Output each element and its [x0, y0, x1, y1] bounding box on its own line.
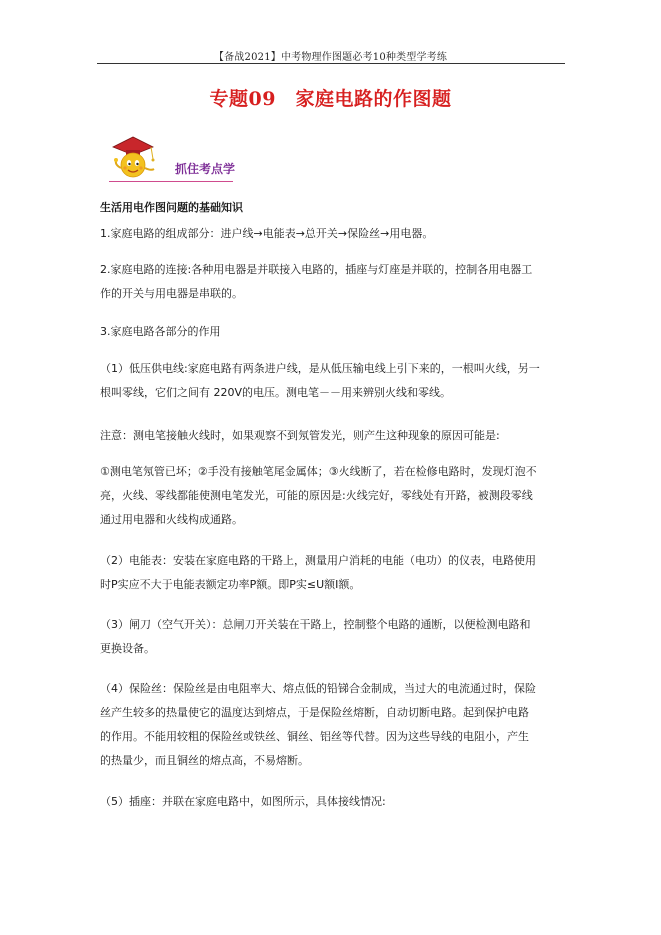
note-line: 注意：测电笔接触火线时，如果观察不到氖管发光，则产生这种现象的原因可能是: — [100, 429, 500, 442]
paragraph-line: 更换设备。 — [100, 642, 155, 655]
paragraph-line: 时P实应不大于电能表额定功率P额。即P实≤U额I额。 — [100, 578, 361, 591]
header-divider — [97, 63, 565, 64]
list-item: 2.家庭电路的连接:各种用电器是并联接入电路的，插座与灯座是并联的，控制各用电器工 — [100, 263, 533, 276]
paragraph-line: （3）闸刀（空气开关）：总闸刀开关装在干路上，控制整个电路的通断，以便检测电路和 — [100, 618, 531, 631]
paragraph-line: 丝产生较多的热量使它的温度达到熔点，于是保险丝熔断，自动切断电路。起到保护电路 — [100, 706, 529, 719]
section-badge-underline — [109, 181, 233, 182]
paragraph-line: 亮，火线、零线都能使测电笔发光，可能的原因是:火线完好，零线处有开路，被测段零线 — [100, 489, 533, 502]
paragraph-line: 通过用电器和火线构成通路。 — [100, 513, 243, 526]
paragraph-line: 根叫零线，它们之间有 220V的电压。测电笔－－用来辨别火线和零线。 — [100, 386, 452, 399]
paragraph-line: 的作用。不能用较粗的保险丝或铁丝、铜丝、铝丝等代替。因为这些导线的电阻小，产生 — [100, 730, 529, 743]
section-badge-caption: 抓住考点学 — [175, 162, 236, 176]
paragraph-line: ①测电笔氖管已坏；②手没有接触笔尾金属体；③火线断了，若在检修电路时，发现灯泡不 — [100, 465, 537, 478]
paragraph-line: （4）保险丝：保险丝是由电阻率大、熔点低的铅锑合金制成，当过大的电流通过时，保险 — [100, 682, 536, 695]
paragraph-line: 的热量少，而且铜丝的熔点高，不易熔断。 — [100, 754, 309, 767]
list-item: 1.家庭电路的组成部分：进户线→电能表→总开关→保险丝→用电器。 — [100, 227, 434, 240]
page-title: 专题09 家庭电路的作图题 — [209, 88, 452, 110]
paragraph-line: （2）电能表：安装在家庭电路的干路上，测量用户消耗的电能（电功）的仪表，电路使用 — [100, 554, 536, 567]
page-header: 【备战2021】中考物理作图题必考10种类型学考练 — [213, 52, 448, 63]
section-heading: 生活用电作图问题的基础知识 — [100, 201, 243, 214]
list-item: 作的开关与用电器是串联的。 — [100, 287, 243, 300]
list-item: 3.家庭电路各部分的作用 — [100, 325, 221, 338]
paragraph-line: （5）插座：并联在家庭电路中，如图所示，具体接线情况: — [100, 795, 386, 808]
paragraph-line: （1）低压供电线:家庭电路有两条进户线，是从低压输电线上引下来的，一根叫火线，另一 — [100, 362, 540, 375]
student-mascot-icon — [99, 133, 169, 183]
